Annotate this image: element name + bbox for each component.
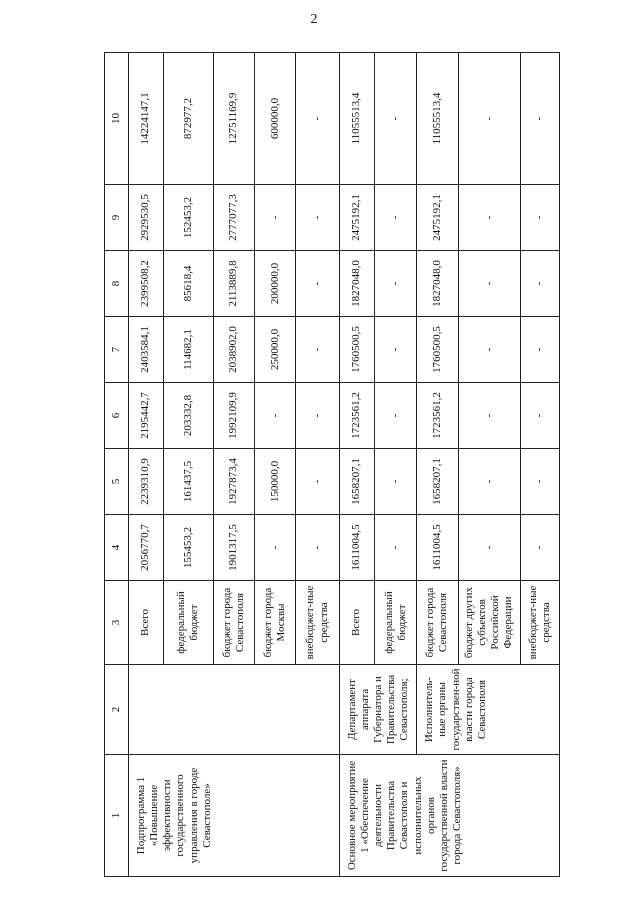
value-cell: - bbox=[296, 251, 339, 317]
value-cell: 155453,2 bbox=[163, 515, 213, 581]
value-cell: - bbox=[254, 515, 295, 581]
value-cell: - bbox=[520, 515, 559, 581]
header-cell: 4 bbox=[105, 515, 129, 581]
value-cell: - bbox=[375, 317, 417, 383]
value-cell: - bbox=[520, 449, 559, 515]
value-cell: 2403584,1 bbox=[128, 317, 163, 383]
value-cell: 1658207,1 bbox=[417, 449, 458, 515]
value-cell: 2777077,3 bbox=[213, 185, 254, 251]
value-cell: 161437,5 bbox=[163, 449, 213, 515]
value-cell: - bbox=[254, 185, 295, 251]
value-cell: 152453,2 bbox=[163, 185, 213, 251]
table-row bbox=[417, 53, 458, 877]
value-cell: 1827048,0 bbox=[339, 251, 375, 317]
value-cell: - bbox=[296, 449, 339, 515]
value-cell: - bbox=[520, 185, 559, 251]
value-cell: 1760500,5 bbox=[417, 317, 458, 383]
value-cell: - bbox=[296, 53, 339, 185]
source-cell: бюджет города Москвы bbox=[254, 581, 295, 665]
value-cell: - bbox=[375, 185, 417, 251]
value-cell: - bbox=[458, 185, 520, 251]
value-cell: - bbox=[375, 53, 417, 185]
header-cell: 7 bbox=[105, 317, 129, 383]
header-cell: 10 bbox=[105, 53, 129, 185]
value-cell: 85618,4 bbox=[163, 251, 213, 317]
value-cell: 150000,0 bbox=[254, 449, 295, 515]
value-cell: - bbox=[296, 515, 339, 581]
value-cell: 1611004,5 bbox=[417, 515, 458, 581]
value-cell: - bbox=[458, 53, 520, 185]
value-cell: 12751169,9 bbox=[213, 53, 254, 185]
value-cell: - bbox=[458, 515, 520, 581]
value-cell: 1760500,5 bbox=[339, 317, 375, 383]
value-cell: 2195442,7 bbox=[128, 383, 163, 449]
value-cell: - bbox=[520, 53, 559, 185]
value-cell: - bbox=[458, 251, 520, 317]
value-cell: 14224147,1 bbox=[128, 53, 163, 185]
value-cell: 11055513,4 bbox=[417, 53, 458, 185]
executor-cell: Департамент аппарата Губернатора и Правительства Севастополя; bbox=[339, 665, 416, 755]
value-cell: - bbox=[375, 383, 417, 449]
source-cell: бюджет других субъектов Российской Федерации bbox=[458, 581, 520, 665]
value-cell: 11055513,4 bbox=[339, 53, 375, 185]
value-cell: 2038902,0 bbox=[213, 317, 254, 383]
value-cell: 2056770,7 bbox=[128, 515, 163, 581]
value-cell: - bbox=[520, 251, 559, 317]
value-cell: 1927873,4 bbox=[213, 449, 254, 515]
value-cell: - bbox=[458, 449, 520, 515]
table-row bbox=[128, 53, 163, 877]
value-cell: 114682,1 bbox=[163, 317, 213, 383]
rotated-table-container bbox=[104, 53, 560, 877]
source-cell: внебюджет-ные средства bbox=[520, 581, 559, 665]
value-cell: 1723561,2 bbox=[417, 383, 458, 449]
source-cell: бюджет города Севастополя bbox=[417, 581, 458, 665]
source-cell: федеральный бюджет bbox=[163, 581, 213, 665]
value-cell: 2239310,9 bbox=[128, 449, 163, 515]
executor-cell bbox=[128, 665, 339, 755]
value-cell: 2475192,1 bbox=[339, 185, 375, 251]
value-cell: - bbox=[520, 317, 559, 383]
source-cell: федеральный бюджет bbox=[375, 581, 417, 665]
value-cell: 250000,0 bbox=[254, 317, 295, 383]
source-cell: Всего bbox=[339, 581, 375, 665]
value-cell: 2929530,5 bbox=[128, 185, 163, 251]
value-cell: 1658207,1 bbox=[339, 449, 375, 515]
value-cell: 1723561,2 bbox=[339, 383, 375, 449]
value-cell: - bbox=[296, 317, 339, 383]
value-cell: 1827048,0 bbox=[417, 251, 458, 317]
source-cell: Всего bbox=[128, 581, 163, 665]
value-cell: - bbox=[375, 251, 417, 317]
executor-cell: Исполнитель-ные органы государствен-ной власти города Севастополя bbox=[417, 665, 560, 755]
header-cell: 9 bbox=[105, 185, 129, 251]
source-cell: бюджет города Севастополя bbox=[213, 581, 254, 665]
table-row bbox=[339, 53, 375, 877]
header-cell: 5 bbox=[105, 449, 129, 515]
header-cell: 1 bbox=[105, 755, 129, 877]
header-cell: 6 bbox=[105, 383, 129, 449]
value-cell: 872977,2 bbox=[163, 53, 213, 185]
header-row bbox=[105, 53, 129, 877]
value-cell: 2475192,1 bbox=[417, 185, 458, 251]
value-cell: - bbox=[296, 185, 339, 251]
source-cell: внебюджет-ные средства bbox=[296, 581, 339, 665]
value-cell: 200000,0 bbox=[254, 251, 295, 317]
value-cell: - bbox=[375, 515, 417, 581]
value-cell: - bbox=[296, 383, 339, 449]
value-cell: - bbox=[375, 449, 417, 515]
value-cell: 600000,0 bbox=[254, 53, 295, 185]
value-cell: 2113889,8 bbox=[213, 251, 254, 317]
header-cell: 3 bbox=[105, 581, 129, 665]
value-cell: - bbox=[520, 383, 559, 449]
value-cell: - bbox=[458, 383, 520, 449]
program-name-cell: Подпрограмма 1 «Повышение эффективности государственного управления в городе Севастополе» bbox=[128, 755, 339, 877]
value-cell: 1992109,9 bbox=[213, 383, 254, 449]
header-cell: 8 bbox=[105, 251, 129, 317]
value-cell: 1901317,5 bbox=[213, 515, 254, 581]
page-number: 2 bbox=[310, 12, 318, 27]
value-cell: - bbox=[458, 317, 520, 383]
value-cell: 2399508,2 bbox=[128, 251, 163, 317]
value-cell: 203332,8 bbox=[163, 383, 213, 449]
activity-name-cell: Основное мероприятие 1 «Обеспечение деятельности Правительства Севастополя и исполнительных органов государственной власти города Севастополя» bbox=[339, 755, 559, 877]
budget-table bbox=[104, 52, 560, 877]
value-cell: - bbox=[254, 383, 295, 449]
value-cell: 1611004,5 bbox=[339, 515, 375, 581]
header-cell: 2 bbox=[105, 665, 129, 755]
